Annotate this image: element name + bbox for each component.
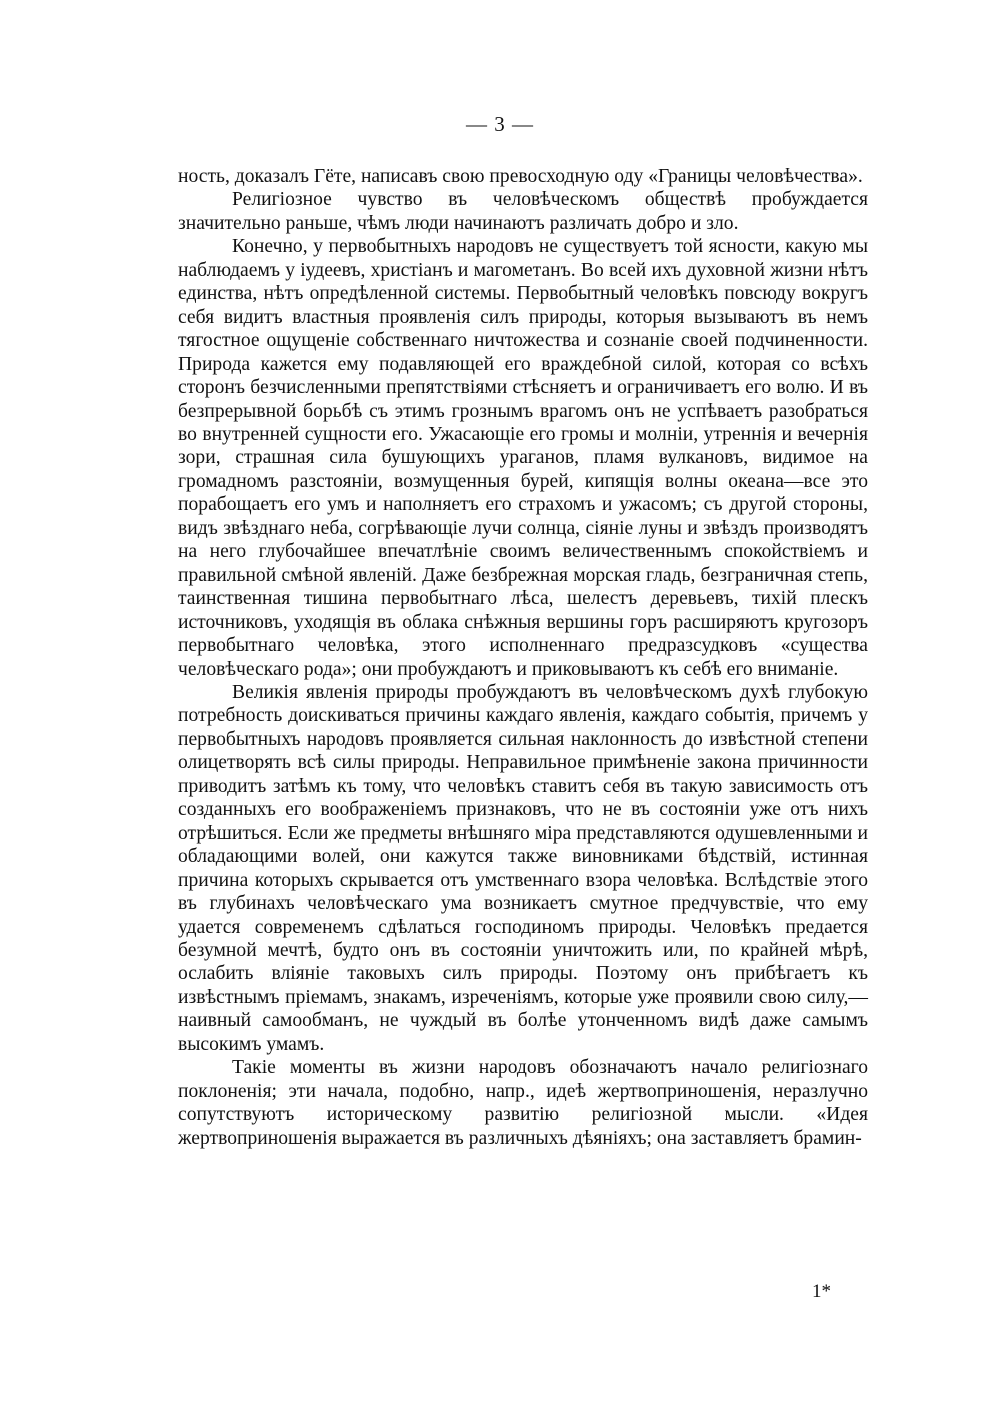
paragraph: ность, доказалъ Гёте, написавъ свою превосходную оду «Границы человѣчества». — [178, 166, 863, 187]
paragraph: Конечно, у первобытныхъ народовъ не существуетъ той ясности, какую мы наблюдаемъ у іудеевъ, христіанъ и магометанъ. Во всей ихъ духовной жизни нѣтъ единства, нѣтъ опредѣленной системы. Первобытный человѣкъ повсюду вокругъ себя видитъ властныя проявленія силъ природы, которыя вызываютъ въ немъ тягостное ощущеніе собственнаго ничтожества и сознаніе своей подчиненности. Природа кажется ему подавляющей его враждебной силой, которая со всѣхъ сторонъ безчисленными препятствіями стѣсняетъ и ограничиваетъ его волю. И въ безпрерывной борьбѣ съ этимъ грознымъ врагомъ онъ не успѣваетъ разобраться во внутренней сущности его. Ужасающіе его громы и молніи, утреннія и вечернія зори, страшная сила бушующихъ ураганов, пламя вулкановъ, видимое на громадномъ разстояніи, возмущенныя бурей, кипящія волны океана—все это порабощаетъ его умъ и наполняетъ его страхомъ и ужасомъ; съ другой стороны, видъ звѣзднаго неба, согрѣвающіе лучи солнца, сіяніе луны и звѣздъ производятъ на него глубочайшее впечатлѣніе своимъ величественнымъ спокойствіемъ и правильной смѣной явленій. Даже безбрежная морская гладь, безграничная степь, таинственная тишина первобытнаго лѣса, шелестъ деревьевъ, тихій плескъ источниковъ, уходящія въ облака снѣжныя вершины горъ расширяютъ кругозоръ первобытнаго человѣка, этого исполненнаго предразсудковъ «существа человѣческаго рода»; они пробуждаютъ и приковываютъ къ себѣ его вниманіе. — [178, 236, 868, 680]
page-number: — 3 — — [466, 112, 534, 136]
paragraph: Такіе моменты въ жизни народовъ обозначаютъ начало религіознаго поклоненія; эти начала, подобно, напр., идеѣ жертвоприношенія, неразлучно сопутствуютъ историческому развитію религіозной мысли. «Идея жертвоприношенія выражается въ различныхъ дѣяніяхъ; она заставляетъ брамин- — [178, 1057, 868, 1149]
paragraph: Религіозное чувство въ человѣческомъ обществѣ пробуждается значительно раньше, чѣмъ люди начинаютъ различать добро и зло. — [178, 189, 868, 234]
body-text — [178, 165, 868, 1150]
paragraph: Великія явленія природы пробуждаютъ въ человѣческомъ духѣ глубокую потребность доискиваться причины каждаго явленія, каждаго событія, причемъ у первобытныхъ народовъ проявляется сильная наклонность до извѣстной степени олицетворять всѣ силы природы. Неправильное примѣненіе закона причинности приводитъ затѣмъ къ тому, что человѣкъ ставитъ себя въ такую зависимость отъ созданныхъ его воображеніемъ признаковъ, что не въ состояніи уже отъ нихъ отрѣшиться. Если же предметы внѣшняго міра представляются одушевленными и обладающими волей, они кажутся также виновниками бѣдствій, истинная причина которыхъ скрывается отъ умственнаго взора человѣка. Вслѣдствіе этого въ глубинахъ человѣческаго ума возникаетъ смутное предчувствіе, что ему удается современемъ сдѣлаться господиномъ природы. Человѣкъ предается безумной мечтѣ, будто онъ въ состояніи уничтожить или, по крайней мѣрѣ, ослабить вліяніе таковыхъ силъ природы. Поэтому онъ прибѣгаетъ къ извѣстнымъ пріемамъ, знакамъ, изреченіямъ, которые уже проявили свою силу,—наивный самообманъ, не чуждый въ болѣе утонченномъ видѣ даже самымъ высокимъ умамъ. — [178, 681, 868, 1055]
signature-mark: 1* — [812, 1281, 831, 1302]
